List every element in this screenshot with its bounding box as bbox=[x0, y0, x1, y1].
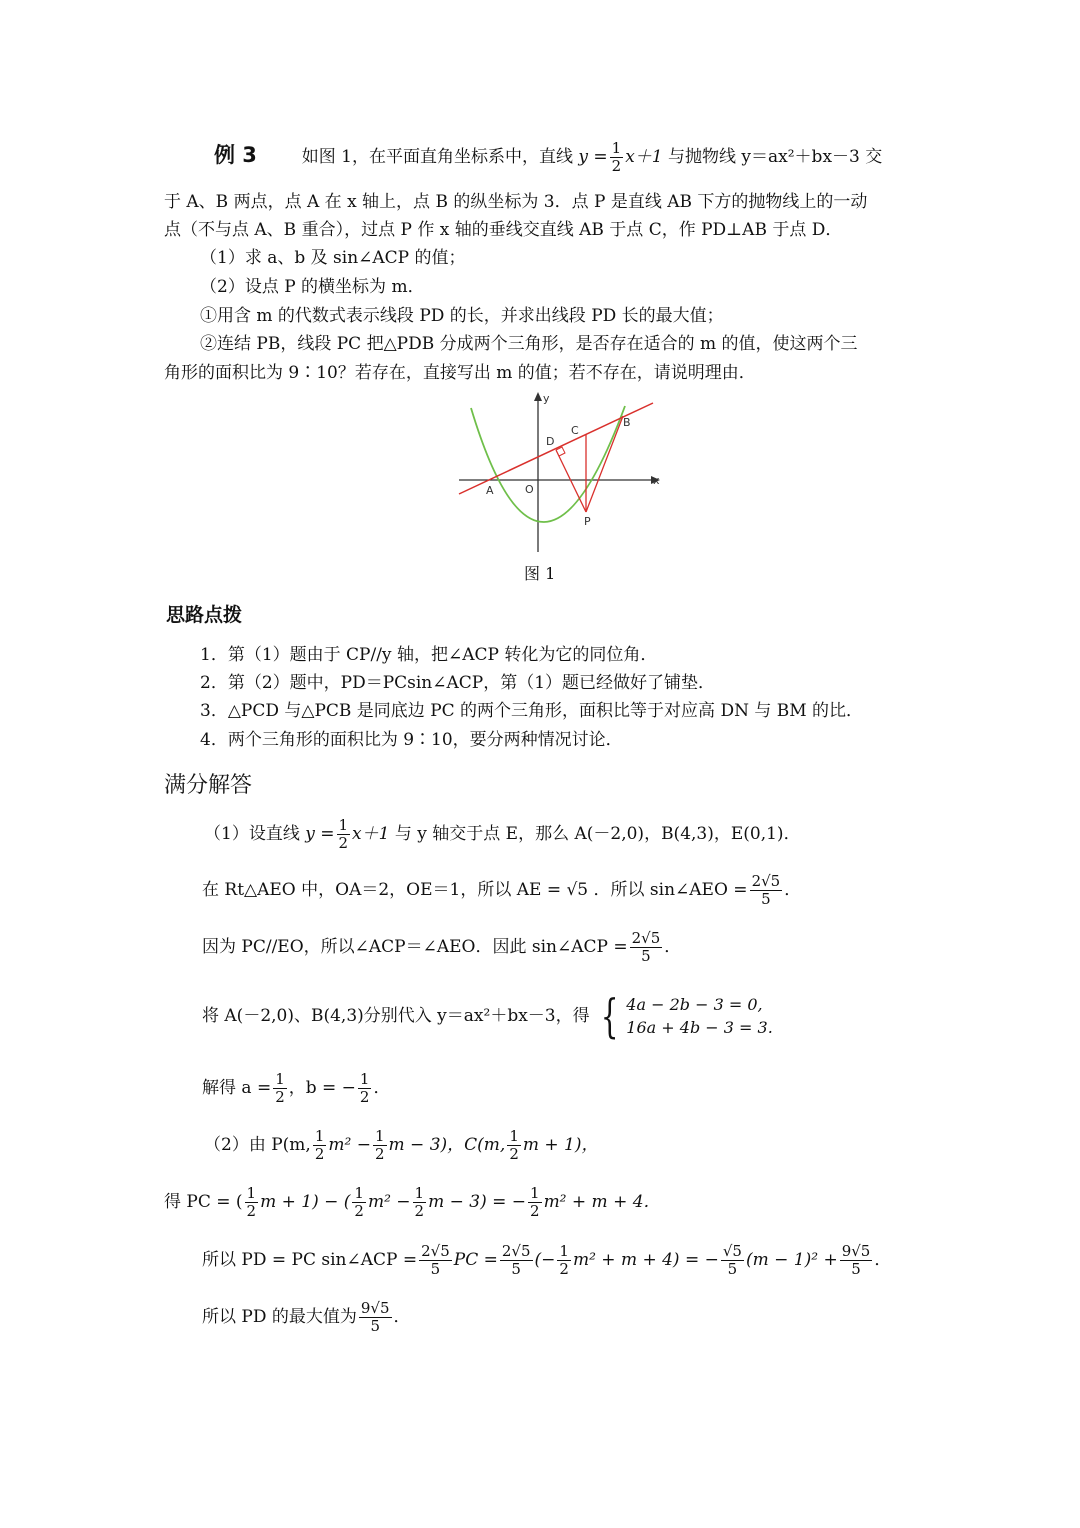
eq-text: y = bbox=[578, 146, 608, 167]
question-2a: ①用含 m 的代数式表示线段 PD 的长，并求出线段 PD 长的最大值； bbox=[200, 306, 724, 326]
hint-item: 2．第（2）题中，PD＝PCsin∠ACP，第（1）题已经做好了铺垫． bbox=[200, 673, 716, 693]
solution-step-1: （1）设直线 y = $\frac{1}{2}$ x＋1 与 y 轴交于点 E，那么 A(－2,0)，B(4,3)，E(0,1)． bbox=[204, 816, 801, 852]
label-y: y bbox=[543, 392, 550, 405]
label-c: C bbox=[571, 424, 579, 437]
problem-line-2: 于 A、B 两点，点 A 在 x 轴上，点 B 的纵坐标为 3．点 P 是直线 AB 下方的抛物线上的一动 bbox=[164, 192, 868, 212]
label-d: D bbox=[546, 435, 555, 448]
example-label: 例 3 bbox=[214, 142, 257, 167]
problem-text: 与抛物线 y＝ax²＋bx－3 交 bbox=[668, 146, 883, 167]
eq-text: x＋1 bbox=[625, 146, 663, 167]
question-2b-line-1: ②连结 PB，线段 PC 把△PDB 分成两个三角形，是否存在适合的 m 的值，使这两个三 bbox=[200, 334, 858, 354]
solution-step-3: 因为 PC//EO，所以∠ACP＝∠AEO．因此 sin∠ACP = $\frac{2√5}{5}$ ． bbox=[202, 929, 682, 965]
hint-item: 3．△PCD 与△PCB 是同底边 PC 的两个三角形，面积比等于对应高 DN 与 BM 的比． bbox=[200, 701, 864, 721]
problem-line-1 bbox=[214, 140, 882, 175]
question-2: （2）设点 P 的横坐标为 m． bbox=[200, 277, 425, 297]
problem-line-3: 点（不与点 A、B 重合），过点 P 作 x 轴的垂线交直线 AB 于点 C，作 PD⊥AB 于点 D． bbox=[164, 220, 843, 240]
figure-1-graph bbox=[455, 392, 665, 554]
solution-title: 满分解答 bbox=[164, 773, 253, 798]
parabola-curve bbox=[471, 406, 625, 522]
segment-pb bbox=[586, 416, 623, 512]
hints-title: 思路点拨 bbox=[166, 604, 243, 626]
label-p: P bbox=[584, 515, 591, 528]
label-b: B bbox=[623, 416, 631, 429]
solution-step-7: 得 PC = ( $\frac{1}{2}$ m + 1) − ( $\frac{1}{2}$ m² − $\frac{1}{2}$ m − 3) = − $\frac{1}{2}$ m² + m + 4． bbox=[164, 1184, 661, 1220]
solution-step-9: 所以 PD 的最大值为 $\frac{9√5}{5}$ ． bbox=[202, 1299, 411, 1335]
equation-system: { 4a − 2b − 3 = 0, 16a + 4b − 3 = 3. bbox=[600, 989, 773, 1044]
label-x: x bbox=[653, 474, 660, 487]
label-a: A bbox=[486, 484, 494, 497]
solution-step-2: 在 Rt△AEO 中，OA＝2，OE＝1，所以 AE = √5 ．所以 sin∠AEO = $\frac{2√5}{5}$ ． bbox=[202, 872, 802, 908]
hint-item: 4．两个三角形的面积比为 9∶10，要分两种情况讨论． bbox=[200, 730, 623, 750]
problem-text: 如图 1，在平面直角坐标系中，直线 bbox=[301, 146, 573, 167]
hint-item: 1．第（1）题由于 CP//y 轴，把∠ACP 转化为它的同位角． bbox=[200, 645, 658, 665]
fraction: $\frac{1}{2}$ bbox=[611, 139, 622, 175]
question-2b-line-2: 角形的面积比为 9∶10？若存在，直接写出 m 的值；若不存在，请说明理由． bbox=[164, 363, 756, 383]
question-1: （1）求 a、b 及 sin∠ACP 的值； bbox=[200, 248, 466, 268]
figure-caption: 图 1 bbox=[524, 564, 556, 583]
segment-pd bbox=[556, 450, 586, 512]
solution-step-8: 所以 PD = PC sin∠ACP = $\frac{2√5}{5}$ PC = $\frac{2√5}{5}$ (− $\frac{1}{2}$ m² + m + 4) = − $\frac{√5}{5}$ (m − 1)² + $\frac{9√5}{5}$ ． bbox=[202, 1242, 892, 1278]
solution-step-4: 将 A(－2,0)、B(4,3)分别代入 y＝ax²＋bx－3，得 { 4a − 2b − 3 = 0, 16a + 4b − 3 = 3. bbox=[202, 989, 773, 1044]
solution-step-6: （2）由 P(m, $\frac{1}{2}$ m² − $\frac{1}{2}$ m − 3)，C(m, $\frac{1}{2}$ m + 1)， bbox=[204, 1127, 599, 1163]
label-o: O bbox=[525, 483, 534, 496]
solution-step-5: 解得 a = $\frac{1}{2}$ ，b = − $\frac{1}{2}$ ． bbox=[202, 1070, 391, 1106]
y-axis-arrow bbox=[534, 392, 542, 401]
